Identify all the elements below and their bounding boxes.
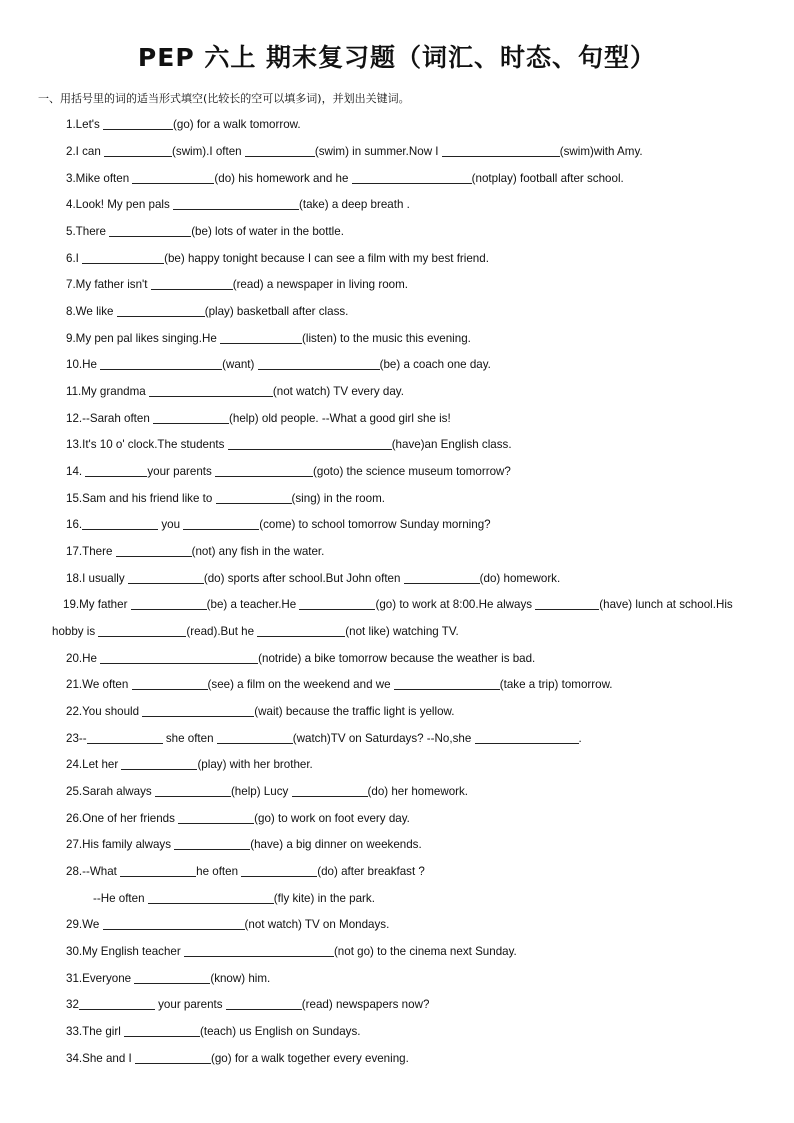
question-text: (go) to work on foot every day. <box>254 812 410 825</box>
question-line <box>66 464 511 479</box>
question-text: (come) to school tomorrow Sunday morning? <box>259 518 491 531</box>
question-text: (teach) us English on Sundays. <box>200 1025 361 1038</box>
question-text: (be) happy tonight because I can see a film with my best friend. <box>164 252 489 265</box>
question-text: 23-- <box>66 732 87 745</box>
answer-blank[interactable] <box>124 1024 200 1037</box>
question-text: 7.My father isn't <box>66 278 151 291</box>
question-text: . <box>578 732 582 745</box>
question-text: 33.The girl <box>66 1025 124 1038</box>
question-text: (know) him. <box>210 972 271 985</box>
question-line <box>66 677 613 692</box>
question-text: (do) his homework and he <box>214 172 352 185</box>
question-text: (wait) because the traffic light is yellow. <box>254 705 455 718</box>
question-text: (have) lunch at school.His <box>599 598 733 611</box>
question-text: (goto) the science museum tomorrow? <box>313 465 511 478</box>
question-line <box>66 784 468 799</box>
question-text: (see) a film on the weekend and we <box>207 678 394 691</box>
question-text: (not) any fish in the water. <box>191 545 325 558</box>
answer-blank[interactable] <box>116 544 192 557</box>
question-text: 17.There <box>66 545 116 558</box>
question-line <box>66 277 408 292</box>
page-title: PEP 六上 期末复习题（词汇、时态、句型） <box>137 43 657 72</box>
question-text: 5.There <box>66 225 110 238</box>
answer-blank[interactable] <box>79 997 155 1010</box>
question-text: (go) to work at 8:00.He always <box>375 598 536 611</box>
question-text: (have) a big dinner on weekends. <box>250 838 422 851</box>
question-text: 21.We often <box>66 678 132 691</box>
answer-blank[interactable] <box>82 251 164 264</box>
answer-blank[interactable] <box>404 571 480 584</box>
question-text: 19.My father <box>63 598 131 611</box>
question-text: 15.Sam and his friend like to <box>66 492 216 505</box>
section-heading: 一、用括号里的词的适当形式填空(比较长的空可以填多词)，并划出关键词。 <box>38 92 410 105</box>
question-text: (listen) to the music this evening. <box>302 332 471 345</box>
answer-blank[interactable] <box>217 731 293 744</box>
answer-blank[interactable] <box>394 677 500 690</box>
answer-blank[interactable] <box>216 491 292 504</box>
question-line <box>66 1024 360 1039</box>
question-text: (swim)with Amy. <box>559 145 643 158</box>
question-text: (do) sports after school.But John often <box>203 572 404 585</box>
question-text: hobby is <box>52 625 99 638</box>
question-line <box>66 411 451 426</box>
question-text: (sing) in the room. <box>291 492 385 505</box>
answer-blank[interactable] <box>215 464 313 477</box>
question-text: (be) a teacher.He <box>206 598 300 611</box>
answer-blank[interactable] <box>535 597 599 610</box>
question-text: 8.We like <box>66 305 117 318</box>
question-text: (notride) a bike tomorrow because the weather is bad. <box>258 652 536 665</box>
answer-blank[interactable] <box>120 864 196 877</box>
question-line <box>66 491 385 506</box>
question-text: (go) for a walk together every evening. <box>210 1052 409 1065</box>
answer-blank[interactable] <box>241 864 317 877</box>
question-line <box>66 757 313 772</box>
question-text: 24.Let her <box>66 758 122 771</box>
answer-blank[interactable] <box>184 944 334 957</box>
question-text: 30.My English teacher <box>66 945 184 958</box>
question-line <box>66 171 624 186</box>
question-text: 29.We <box>66 918 103 931</box>
question-text: (be) a coach one day. <box>379 358 491 371</box>
answer-blank[interactable] <box>109 224 191 237</box>
question-text: 31.Everyone <box>66 972 135 985</box>
answer-blank[interactable] <box>258 357 380 370</box>
question-text: 27.His family always <box>66 838 175 851</box>
question-line <box>66 917 389 932</box>
question-line <box>66 331 471 346</box>
question-text: (fly kite) in the park. <box>273 892 375 905</box>
answer-blank[interactable] <box>220 331 302 344</box>
question-line <box>66 571 560 586</box>
answer-blank[interactable] <box>153 411 229 424</box>
question-text: (take a trip) tomorrow. <box>499 678 613 691</box>
question-line <box>66 304 348 319</box>
question-line <box>66 197 410 212</box>
question-line <box>66 117 301 132</box>
question-line <box>66 144 643 159</box>
question-line <box>52 624 459 639</box>
question-text: your parents <box>147 465 216 478</box>
question-text: (watch)TV on Saturdays? --No,she <box>292 732 475 745</box>
question-text: (be) lots of water in the bottle. <box>191 225 344 238</box>
question-line <box>66 864 425 879</box>
question-text: 28.--What <box>66 865 121 878</box>
question-text: 25.Sarah always <box>66 785 155 798</box>
question-text: 3.Mike often <box>66 172 133 185</box>
answer-blank[interactable] <box>299 597 375 610</box>
answer-blank[interactable] <box>148 891 274 904</box>
question-text: (have)an English class. <box>391 438 512 451</box>
answer-blank[interactable] <box>178 811 254 824</box>
question-text: 34.She and I <box>66 1052 135 1065</box>
question-line <box>66 1051 409 1066</box>
question-line <box>93 891 375 906</box>
question-text: 9.My pen pal likes singing.He <box>66 332 221 345</box>
question-text: 26.One of her friends <box>66 812 179 825</box>
question-line <box>66 651 535 666</box>
question-text: 20.He <box>66 652 101 665</box>
question-text: 14. <box>66 465 86 478</box>
question-text: (do) homework. <box>479 572 561 585</box>
question-text: (play) with her brother. <box>197 758 313 771</box>
question-text: (go) for a walk tomorrow. <box>173 118 301 131</box>
answer-blank[interactable] <box>135 1051 211 1064</box>
question-text: (help) old people. --What a good girl she is! <box>229 412 451 425</box>
answer-blank[interactable] <box>155 784 231 797</box>
question-line <box>63 597 733 612</box>
question-line <box>66 704 455 719</box>
answer-blank[interactable] <box>132 171 214 184</box>
answer-blank[interactable] <box>104 144 172 157</box>
answer-blank[interactable] <box>142 704 254 717</box>
question-text: you <box>158 518 184 531</box>
question-line <box>66 944 517 959</box>
question-text: 32 <box>66 998 79 1011</box>
question-text: --He often <box>93 892 148 905</box>
question-text: 10.He <box>66 358 101 371</box>
question-text: 11.My grandma <box>66 385 149 398</box>
question-line <box>66 811 410 826</box>
question-text: (read).But he <box>186 625 258 638</box>
question-line <box>66 517 491 532</box>
answer-blank[interactable] <box>117 304 205 317</box>
question-line <box>66 437 512 452</box>
answer-blank[interactable] <box>151 277 233 290</box>
answer-blank[interactable] <box>226 997 302 1010</box>
question-text: 13.It's 10 o' clock.The students <box>66 438 228 451</box>
question-text: (not go) to the cinema next Sunday. <box>333 945 517 958</box>
question-text: (play) basketball after class. <box>204 305 349 318</box>
question-text: 12.--Sarah often <box>66 412 154 425</box>
question-text: (not watch) TV every day. <box>272 385 404 398</box>
answer-blank[interactable] <box>442 144 560 157</box>
question-line <box>66 251 489 266</box>
answer-blank[interactable] <box>87 731 163 744</box>
answer-blank[interactable] <box>257 624 345 637</box>
question-text: your parents <box>154 998 226 1011</box>
question-line <box>66 384 404 399</box>
question-text: 1.Let's <box>66 118 104 131</box>
question-line <box>66 837 422 852</box>
answer-blank[interactable] <box>173 197 299 210</box>
question-text: he often <box>196 865 242 878</box>
answer-blank[interactable] <box>85 464 147 477</box>
question-text: (notplay) football after school. <box>471 172 624 185</box>
question-line <box>66 357 491 372</box>
question-text: she often <box>162 732 217 745</box>
question-text: (swim).I often <box>172 145 245 158</box>
question-line <box>66 971 270 986</box>
answer-blank[interactable] <box>292 784 368 797</box>
answer-blank[interactable] <box>121 757 197 770</box>
answer-blank[interactable] <box>149 384 273 397</box>
question-text: (want) <box>222 358 258 371</box>
question-text: 22.You should <box>66 705 143 718</box>
answer-blank[interactable] <box>134 971 210 984</box>
answer-blank[interactable] <box>174 837 250 850</box>
question-text: (swim) in summer.Now I <box>314 145 442 158</box>
question-text: 18.I usually <box>66 572 128 585</box>
answer-blank[interactable] <box>131 597 207 610</box>
question-text: (not watch) TV on Mondays. <box>244 918 390 931</box>
question-text: (do) after breakfast ? <box>317 865 425 878</box>
answer-blank[interactable] <box>82 517 158 530</box>
question-text: (read) newspapers now? <box>301 998 430 1011</box>
answer-blank[interactable] <box>352 171 472 184</box>
answer-blank[interactable] <box>100 651 258 664</box>
question-text: 16. <box>66 518 83 531</box>
answer-blank[interactable] <box>100 357 222 370</box>
question-text: (help) Lucy <box>230 785 292 798</box>
answer-blank[interactable] <box>475 731 579 744</box>
question-text: (take) a deep breath . <box>298 198 410 211</box>
question-text: (do) her homework. <box>367 785 469 798</box>
question-text: (read) a newspaper in living room. <box>232 278 408 291</box>
answer-blank[interactable] <box>103 117 173 130</box>
question-text: (not like) watching TV. <box>345 625 459 638</box>
answer-blank[interactable] <box>183 517 259 530</box>
answer-blank[interactable] <box>128 571 204 584</box>
question-text: 2.I can <box>66 145 105 158</box>
question-text: 6.I <box>66 252 83 265</box>
answer-blank[interactable] <box>103 917 245 930</box>
answer-blank[interactable] <box>228 437 392 450</box>
answer-blank[interactable] <box>98 624 186 637</box>
answer-blank[interactable] <box>245 144 315 157</box>
question-text: 4.Look! My pen pals <box>66 198 173 211</box>
question-line <box>66 544 324 559</box>
question-line <box>66 731 582 746</box>
question-line <box>66 997 429 1012</box>
question-line <box>66 224 344 239</box>
answer-blank[interactable] <box>132 677 208 690</box>
